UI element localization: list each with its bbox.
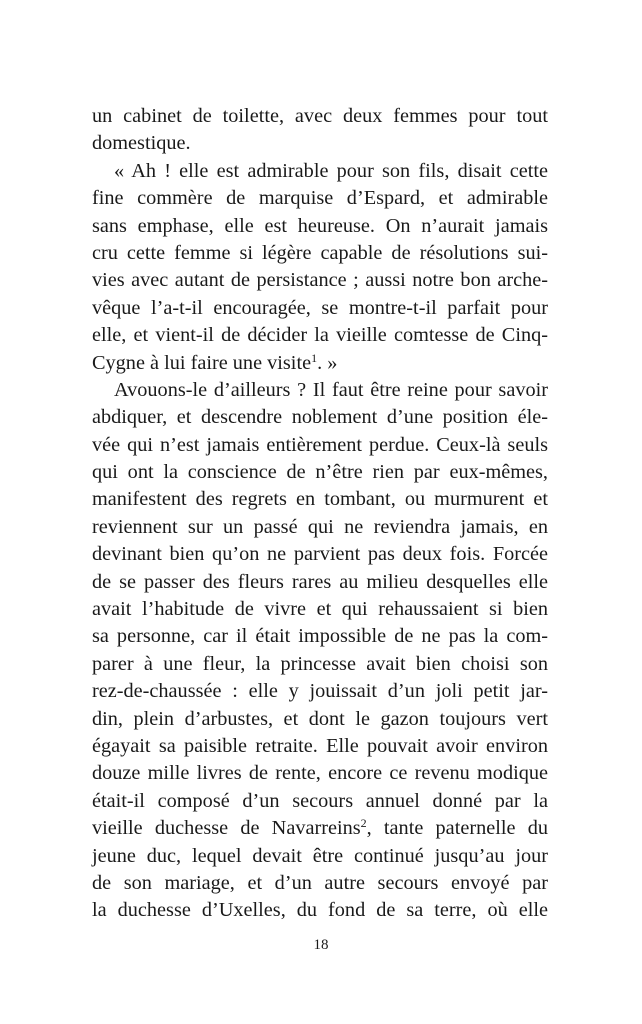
text-line [92,213,548,240]
text-line-content: de se passer des fleurs rares au milieu desquelles elle [92,570,548,593]
text-line [92,377,548,404]
text-line-content: vêque l’a-t-il encouragée, se montre-t-il parfait pour [92,296,548,319]
text-line-content: avait l’habitude de vivre et qui rehaussaient si bien [92,598,548,621]
page-number: 18 [313,937,329,953]
text-line-content: din, plein d’arbustes, et dont le gazon toujours vert [92,707,548,730]
text-line-content: cru cette femme si légère capable de résolutions sui- [92,241,548,264]
footnote-marker[interactable]: 2 [360,816,367,831]
page-body-text [92,103,548,925]
text-line [92,240,548,267]
text-line-content: vieille duchesse de Navarreins [92,817,361,840]
text-line [92,678,548,705]
text-line [92,130,548,157]
text-line [92,295,548,322]
text-line [92,322,548,349]
text-line [92,267,548,294]
text-line [92,733,548,760]
text-line [92,185,548,212]
text-line [92,706,548,733]
text-line [92,569,548,596]
text-line-content: elle, et vient-il de décider la vieille comtesse de Cinq- [92,324,548,347]
text-line-content: reviennent sur un passé qui ne reviendra jamais, en [92,515,548,538]
text-line [92,815,548,842]
text-line [92,158,548,185]
footnote-marker[interactable]: 1 [311,350,318,365]
text-line [92,623,548,650]
text-line [92,897,548,924]
text-line-content: sans emphase, elle est heureuse. On n’aurait jamais [92,214,548,237]
text-line-content: la duchesse d’Uxelles, du fond de sa terre, où elle [92,899,548,922]
text-line-content: était-il composé d’un secours annuel donné par la [92,789,548,812]
text-line-content: rez-de-chaussée : elle y jouissait d’un joli petit jar- [92,680,548,703]
text-line-content: parer à une fleur, la princesse avait bien choisi son [92,652,548,675]
text-line-content: vies avec autant de persistance ; aussi notre bon arche- [92,269,548,292]
text-line [92,350,548,377]
text-line-content: douze mille livres de rente, encore ce revenu modique [92,762,548,785]
text-line [92,788,548,815]
text-line [92,432,548,459]
text-line-content: abdiquer, et descendre noblement d’une position éle- [92,406,548,429]
text-line-content: domestique. [92,132,191,155]
text-line-content: de son mariage, et d’un autre secours envoyé par [92,871,548,894]
text-line-content: Avouons-le d’ailleurs ? Il faut être reine pour savoir [114,378,548,401]
text-line [92,843,548,870]
text-line-content: sa personne, car il était impossible de ne pas la com- [92,625,548,648]
text-line-content: fine commère de marquise d’Espard, et admirable [92,187,548,210]
text-line-content: vée qui n’est jamais entièrement perdue. Ceux-là seuls [92,433,548,456]
text-line-content: manifestent des regrets en tombant, ou murmurent et [92,488,548,511]
text-line-continuation: . » [317,351,338,374]
text-line-content: un cabinet de toilette, avec deux femmes pour tout [92,105,548,127]
text-line [92,760,548,787]
text-line-content: « Ah ! elle est admirable pour son fils, disait cette [114,159,548,182]
text-line [92,651,548,678]
text-line-content: jeune duc, lequel devait être continué jusqu’au jour [92,844,548,867]
text-line [92,514,548,541]
text-line-content: Cygne à lui faire une visite [92,351,312,374]
text-line [92,596,548,623]
text-line [92,486,548,513]
text-line [92,404,548,431]
text-line-content: devinant bien qu’on ne parvient pas deux fois. Forcée [92,543,548,566]
text-line [92,103,548,130]
text-line [92,459,548,486]
text-line-content: qui ont la conscience de n’être rien par eux-mêmes, [92,461,548,484]
text-line [92,541,548,568]
text-line-content: égayait sa paisible retraite. Elle pouvait avoir environ [92,734,548,757]
text-line [92,870,548,897]
text-line-continuation: , tante paternelle du [366,817,548,840]
